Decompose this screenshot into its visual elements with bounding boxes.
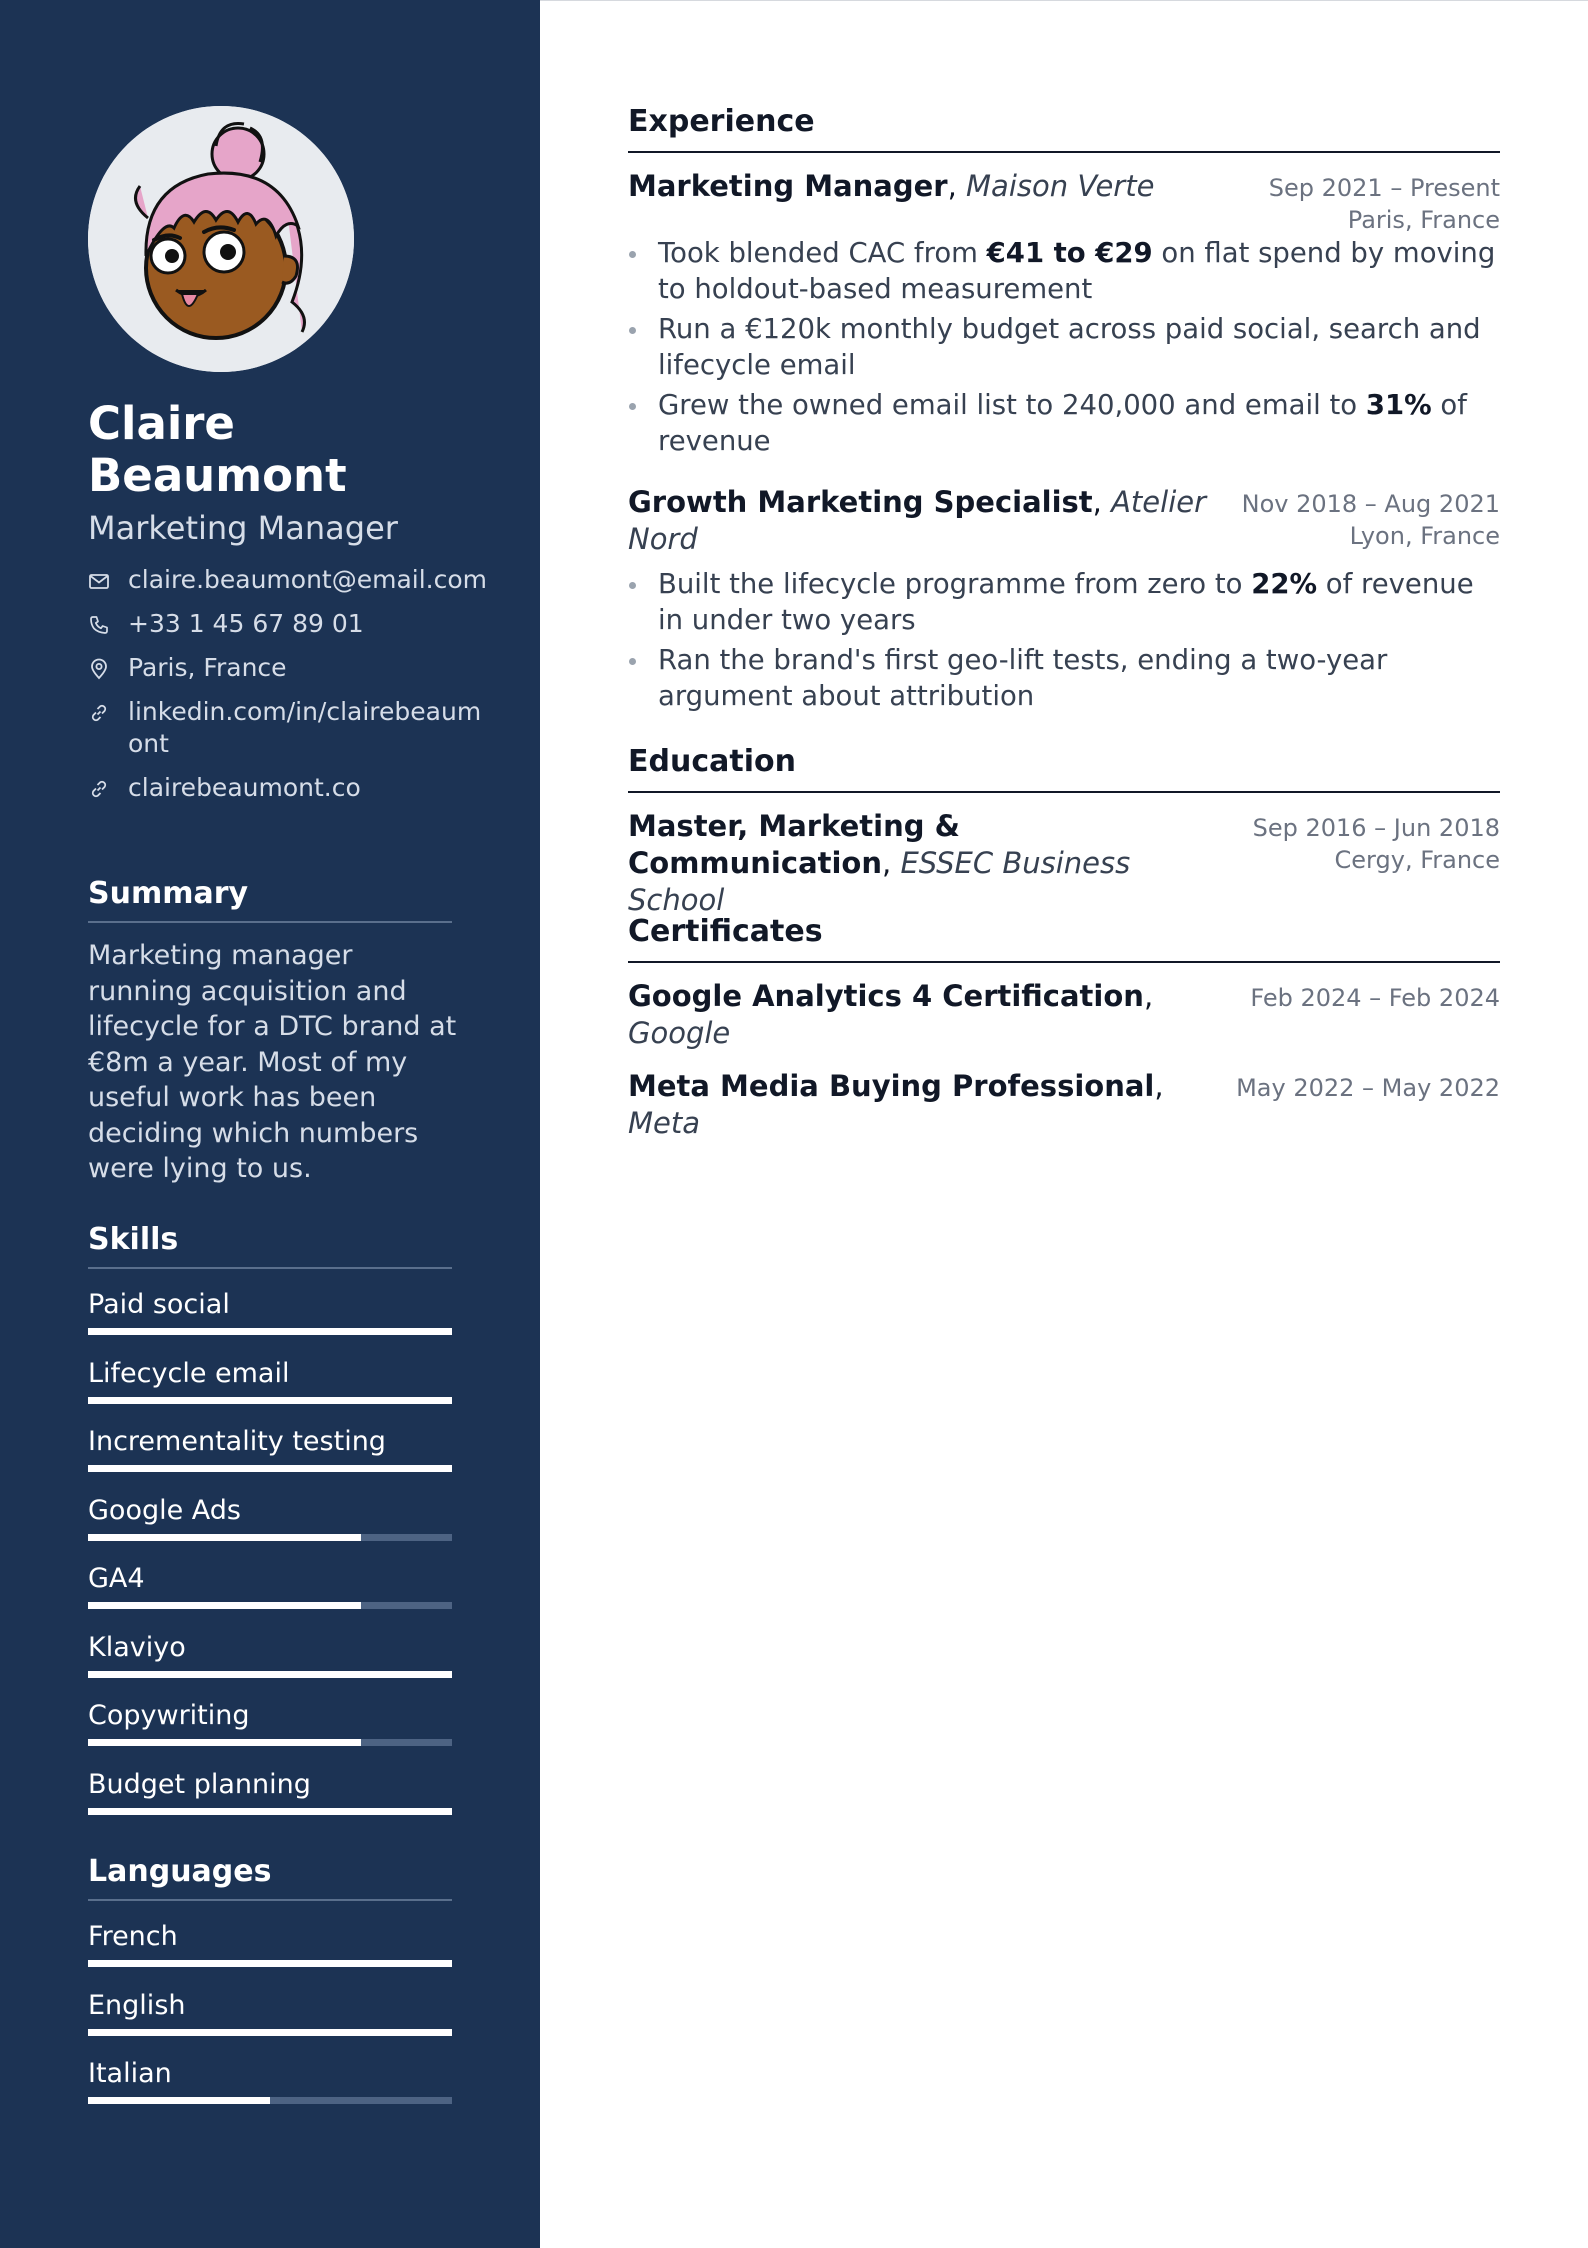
first-name: Claire — [88, 397, 235, 450]
email-icon — [88, 570, 110, 592]
skill-name: Google Ads — [88, 1494, 241, 1526]
certificate-entry — [628, 978, 1500, 1052]
skill-level-fill — [88, 1808, 452, 1815]
skill-item — [88, 1488, 452, 1557]
skill-level-fill — [88, 1397, 452, 1404]
certificates-heading: Certificates — [628, 914, 1500, 963]
skills-list — [88, 1282, 452, 1830]
job-title-line: Growth Marketing Specialist, Atelier Nord — [628, 485, 1207, 556]
link-icon — [88, 778, 110, 800]
skill-level-bar — [88, 1465, 452, 1472]
skill-level-bar — [88, 1739, 452, 1746]
skill-item — [88, 1351, 452, 1420]
certificate-entry — [628, 1068, 1500, 1142]
summary-heading: Summary — [88, 876, 452, 923]
job-bullets — [628, 235, 1500, 459]
contact-linkedin-text: linkedin.com/in/clairebeaumont — [128, 697, 482, 758]
certificate-title-line: Google Analytics 4 Certification, Google — [628, 979, 1154, 1050]
language-level-bar — [88, 2097, 452, 2104]
skills-heading: Skills — [88, 1222, 452, 1269]
summary-text: Marketing manager running acquisition and lifecycle for a DTC brand at €8m a year. Most of my useful work has been deciding which numbers were lying to us. — [88, 940, 457, 1184]
job-bullet: Built the lifecycle programme from zero to 22% of revenue in under two years — [628, 566, 1500, 638]
job-title: Growth Marketing Specialist — [628, 485, 1093, 519]
education-degree: Master, Marketing & Communication — [628, 809, 960, 880]
skill-item — [88, 1762, 452, 1831]
phone-icon — [88, 614, 110, 636]
skill-name: Incrementality testing — [88, 1426, 386, 1457]
job-bullet: Grew the owned email list to 240,000 and email to 31% of revenue — [628, 387, 1500, 459]
language-level-bar — [88, 2029, 452, 2036]
certificate-dates: Feb 2024 – Feb 2024 — [1250, 984, 1500, 1012]
skill-level-bar — [88, 1534, 452, 1541]
skill-level-fill — [88, 1739, 361, 1746]
languages-heading: Languages — [88, 1854, 452, 1901]
certificate-name: Google Analytics 4 Certification — [628, 979, 1144, 1013]
job-meta — [1269, 172, 1500, 236]
skill-level-bar — [88, 1808, 452, 1815]
language-name: Italian — [88, 2058, 172, 2089]
skill-item — [88, 1282, 452, 1351]
skill-name: GA4 — [88, 1563, 145, 1594]
language-item — [88, 1983, 452, 2052]
job-bullet: Took blended CAC from €41 to €29 on flat spend by moving to holdout-based measurement — [628, 235, 1500, 307]
candidate-role: Marketing Manager — [88, 509, 398, 547]
contact-list — [88, 564, 488, 816]
language-name: English — [88, 1989, 186, 2021]
avatar-illustration-icon — [88, 106, 354, 372]
skill-name: Lifecycle email — [88, 1357, 290, 1389]
language-level-fill — [88, 2029, 452, 2036]
education-title-line: Master, Marketing & Communication, ESSEC Business School — [628, 809, 1131, 917]
job-dates: Nov 2018 – Aug 2021 — [1241, 490, 1500, 518]
certificate-issuer: Google — [628, 1016, 731, 1050]
skill-name: Copywriting — [88, 1700, 250, 1731]
education-meta — [1253, 812, 1500, 876]
education-location: Cergy, France — [1334, 846, 1500, 874]
skill-level-bar — [88, 1671, 452, 1678]
job-location: Paris, France — [1347, 206, 1500, 234]
certificate-name: Meta Media Buying Professional — [628, 1069, 1155, 1103]
language-item — [88, 2051, 452, 2120]
languages-list — [88, 1914, 452, 2120]
language-level-fill — [88, 2097, 270, 2104]
job-bullets — [628, 566, 1500, 714]
contact-phone-text: +33 1 45 67 89 01 — [128, 609, 364, 638]
skill-level-fill — [88, 1465, 452, 1472]
job-meta — [1242, 488, 1500, 552]
skill-level-fill — [88, 1602, 361, 1609]
education-heading: Education — [628, 744, 1500, 793]
skill-name: Paid social — [88, 1289, 230, 1320]
education-dates: Sep 2016 – Jun 2018 — [1252, 814, 1500, 842]
skill-level-bar — [88, 1328, 452, 1335]
contact-email[interactable] — [88, 564, 488, 596]
skill-item — [88, 1693, 452, 1762]
contact-location-text: Paris, France — [128, 653, 287, 682]
candidate-name — [88, 398, 508, 502]
job-bullet: Run a €120k monthly budget across paid social, search and lifecycle email — [628, 311, 1500, 383]
contact-phone[interactable] — [88, 608, 488, 640]
sidebar — [0, 0, 540, 2248]
location-icon — [88, 658, 110, 680]
skill-level-bar — [88, 1397, 452, 1404]
contact-email-text: claire.beaumont@email.com — [128, 565, 488, 594]
job-company: Atelier Nord — [628, 485, 1207, 556]
skill-level-fill — [88, 1534, 361, 1541]
skill-level-fill — [88, 1328, 452, 1335]
job-entry — [628, 484, 1500, 718]
contact-website-text: clairebeaumont.co — [128, 773, 361, 802]
job-location: Lyon, France — [1349, 522, 1500, 550]
job-entry — [628, 168, 1500, 463]
job-title-line: Marketing Manager, Maison Verte — [628, 169, 1155, 203]
contact-website[interactable] — [88, 772, 488, 804]
contact-location — [88, 652, 488, 684]
avatar — [88, 106, 354, 372]
job-company: Maison Verte — [966, 169, 1155, 203]
language-level-fill — [88, 1960, 452, 1967]
skill-name: Klaviyo — [88, 1631, 186, 1663]
last-name: Beaumont — [88, 449, 347, 502]
experience-heading: Experience — [628, 104, 1500, 153]
job-title: Marketing Manager — [628, 169, 948, 203]
certificate-meta — [1236, 1072, 1500, 1104]
certificate-issuer: Meta — [628, 1106, 701, 1140]
job-dates: Sep 2021 – Present — [1268, 174, 1500, 202]
skill-level-fill — [88, 1671, 452, 1678]
link-icon — [88, 702, 110, 724]
language-name: French — [88, 1921, 178, 1952]
certificate-meta — [1250, 982, 1500, 1014]
certificate-dates: May 2022 – May 2022 — [1236, 1074, 1500, 1102]
skill-level-bar — [88, 1602, 452, 1609]
education-entry — [628, 808, 1500, 919]
skill-name: Budget planning — [88, 1768, 311, 1800]
skill-item — [88, 1556, 452, 1625]
language-item — [88, 1914, 452, 1983]
job-bullet: Ran the brand's first geo-lift tests, ending a two-year argument about attribution — [628, 642, 1500, 714]
language-level-bar — [88, 1960, 452, 1967]
education-school: ESSEC Business School — [628, 846, 1131, 917]
contact-linkedin[interactable] — [88, 696, 488, 760]
skill-item — [88, 1625, 452, 1694]
skill-item — [88, 1419, 452, 1488]
certificate-title-line: Meta Media Buying Professional, Meta — [628, 1069, 1164, 1140]
